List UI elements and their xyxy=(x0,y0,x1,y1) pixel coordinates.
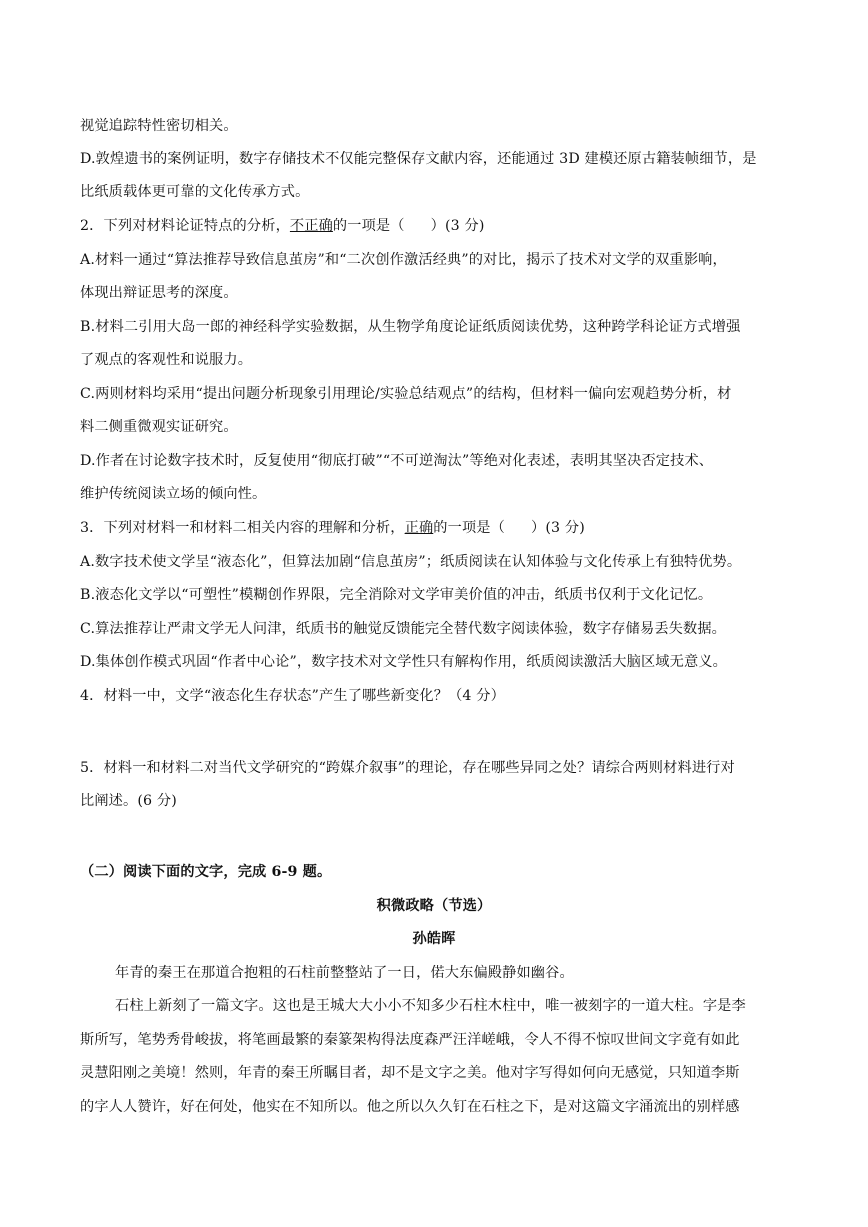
text-line: 比阐述。(6 分) xyxy=(80,793,177,809)
option-d-q1: D.敦煌遗书的案例证明，数字存储技术不仅能完整保存文献内容，还能通过 3D 建模还原古籍装帧细节，是 xyxy=(80,151,757,167)
question-2 xyxy=(80,216,485,236)
option-c-q3: C.算法推荐让严肃文学无人问津，纸质书的触觉反馈能完全替代数字阅读体验，数字存储易丢失数据。 xyxy=(80,621,727,637)
paragraph-1: 年青的秦王在那道合抱粗的石柱前整整站了一日，偌大东偏殿静如幽谷。 xyxy=(115,965,574,981)
text-line: 了观点的客观性和说服力。 xyxy=(80,352,253,368)
question-3-prefix: 3．下列对材料一和材料二相关内容的理解和分析， xyxy=(80,520,405,536)
paragraph-2: 石柱上新刻了一篇文字。这也是王城大大小小不知多少石柱木柱中，唯一被刻字的一道大柱。字是李 xyxy=(115,998,746,1014)
text-line: 灵慧阳刚之美境！然则，年青的秦王所瞩目者，却不是文字之美。他对字写得如何向无感觉，只知道李斯 xyxy=(80,1065,740,1081)
section-heading: （二）阅读下面的文字，完成 6-9 题。 xyxy=(80,864,332,880)
question-4: 4．材料一中，文学“液态化生存状态”产生了哪些新变化？（4 分） xyxy=(80,688,505,704)
question-3-underlined: 正确 xyxy=(404,520,434,536)
question-3-suffix-b: ）(3 分) xyxy=(531,520,585,536)
text-line: 维护传统阅读立场的倾向性。 xyxy=(80,486,267,502)
question-2-suffix-b: ）(3 分) xyxy=(430,218,485,234)
text-line: 体现出辩证思考的深度。 xyxy=(80,285,238,301)
question-5: 5．材料一和材料二对当代文学研究的“跨媒介叙事”的理论，存在哪些异同之处？请综合两则材料进行对 xyxy=(80,760,735,776)
option-d-q2: D.作者在讨论数字技术时，反复使用“彻底打破”“不可逆淘汰”等绝对化表述，表明其坚决否定技术、 xyxy=(80,453,714,469)
option-b-q3: B.液态化文学以“可塑性”模糊创作界限，完全消除对文学审美价值的冲击，纸质书仅利于文化记忆。 xyxy=(80,587,713,603)
option-a-q2: A.材料一通过“算法推荐导致信息茧房”和“二次创作激活经典”的对比，揭示了技术对文学的双重影响， xyxy=(80,252,727,268)
text-line: 的字人人赞许，好在何处，他实在不知所以。他之所以久久钉在石柱之下，是对这篇文字涌流出的别样感 xyxy=(80,1099,740,1115)
article-author: 孙皓晖 xyxy=(412,931,456,947)
question-2-suffix-a: 的一项是（ xyxy=(332,218,405,234)
question-3 xyxy=(80,518,585,538)
text-line: 料二侧重微观实证研究。 xyxy=(80,419,238,435)
option-a-q3: A.数字技术使文学呈“液态化”，但算法加剧“信息茧房”；纸质阅读在认知体验与文化传承上有独特优势。 xyxy=(80,554,742,570)
text-line: 视觉追踪特性密切相关。 xyxy=(80,118,238,134)
text-line: 比纸质载体更可靠的文化传承方式。 xyxy=(80,184,310,200)
text-line: 斯所写，笔势秀骨峻拔，将笔画最繁的秦篆架构得法度森严汪洋嵯峨，令人不得不惊叹世间文字竟有如此 xyxy=(80,1032,740,1048)
question-2-underlined: 不正确 xyxy=(289,218,333,234)
option-d-q3: D.集体创作模式巩固“作者中心论”，数字技术对文学性只有解构作用，纸质阅读激活大脑区域无意义。 xyxy=(80,654,728,670)
article-title: 积微政略（节选） xyxy=(376,898,492,914)
option-b-q2: B.材料二引用大岛一郎的神经科学实验数据，从生物学角度论证纸质阅读优势，这种跨学科论证方式增强 xyxy=(80,319,741,335)
question-2-prefix: 2．下列对材料论证特点的分析， xyxy=(80,218,290,234)
question-3-suffix-a: 的一项是（ xyxy=(433,520,505,536)
option-c-q2: C.两则材料均采用“提出问题分析现象引用理论/实验总结观点”的结构，但材料一偏向宏观趋势分析，材 xyxy=(80,386,732,402)
